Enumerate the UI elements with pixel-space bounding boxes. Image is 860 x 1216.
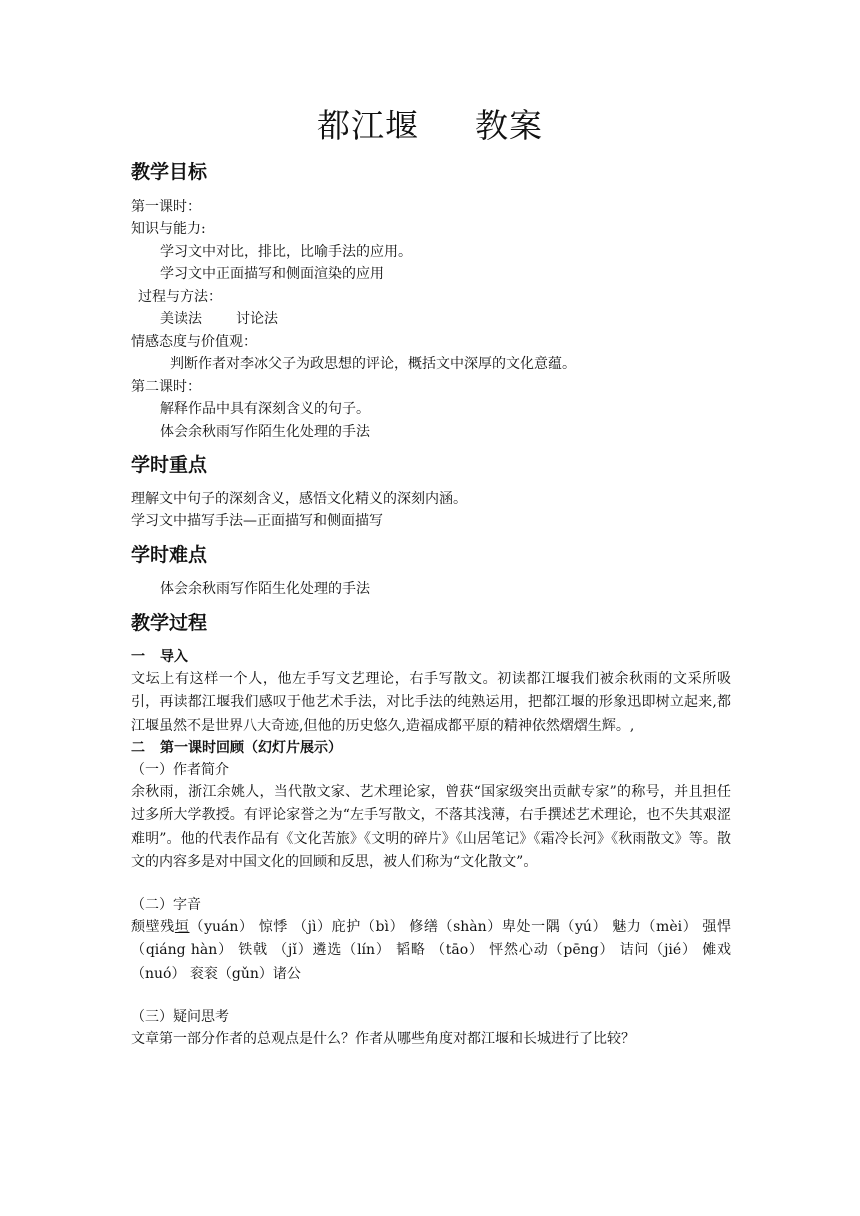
page-title: [0, 104, 860, 148]
knowledge-label: 知识与能力:: [131, 221, 206, 237]
title-part-2: 教案: [475, 106, 543, 145]
process-heading: 教学过程: [131, 612, 208, 634]
knowledge-item: 学习文中正面描写和侧面渲染的应用: [160, 266, 384, 282]
pronunciation-label: （二）字音: [131, 897, 201, 913]
author-intro-text: 余秋雨，浙江余姚人，当代散文家、艺术理论家，曾获“国家级突出贡献专家”的称号，并且担任过多所大学教授。有评论家誉之为“左手写散文，不落其浅薄，右手撰述艺术理论，也不失其艰涩难明”。他的代表作品有《文化苦旅》《文明的碎片》《山居笔记》《霜冷长河》《秋雨散文》等。散文的内容多是对中国文化的回顾和反思，被人们称为“文化散文”。: [131, 784, 731, 870]
section1-number: 一: [131, 649, 145, 665]
author-intro-label: （一）作者简介: [131, 762, 229, 778]
section2-title: 第一课时回顾（幻灯片展示）: [160, 740, 342, 756]
title-part-1: 都江堰: [317, 106, 419, 145]
process-method: 讨论法: [236, 311, 278, 327]
lesson2-label: 第二课时：: [131, 379, 201, 395]
pronunciation-text: [131, 916, 731, 986]
key-point-item: 理解文中句子的深刻含义，感悟文化精义的深刻内涵。: [131, 491, 467, 507]
difficulty-item: 体会余秋雨写作陌生化处理的手法: [160, 581, 370, 597]
lesson1-label: 第一课时：: [131, 199, 201, 215]
section1-text: 文坛上有这样一个人，他左手写文艺理论，右手写散文。初读都江堰我们被余秋雨的文采所吸引，再读都江堰我们感叹于他艺术手法，对比手法的纯熟运用，把都江堰的形象迅即树立起来,都江堰虽然不是世界八大奇迹,但他的历史悠久,造福成都平原的精神依然熠熠生辉。,: [131, 671, 731, 734]
objectives-heading: 教学目标: [131, 161, 208, 183]
pronunciation-first-word: 颓壁残: [131, 919, 175, 935]
questions-label: （三）疑问思考: [131, 1009, 229, 1025]
key-points-heading: 学时重点: [131, 454, 208, 476]
lesson2-item: 解释作品中具有深刻含义的句子。: [160, 401, 370, 417]
difficulties-heading: 学时难点: [131, 544, 208, 566]
questions-text: 文章第一部分作者的总观点是什么？作者从哪些角度对都江堰和长城进行了比较？: [131, 1031, 635, 1047]
knowledge-item: 学习文中对比，排比，比喻手法的应用。: [160, 244, 412, 260]
section1-title: 导入: [160, 649, 188, 665]
lesson2-item: 体会余秋雨写作陌生化处理的手法: [160, 424, 370, 440]
process-label: 过程与方法：: [138, 289, 222, 305]
process-method: 美读法: [160, 311, 202, 327]
section2-number: 二: [131, 740, 145, 756]
emotion-label: 情感态度与价值观：: [131, 334, 257, 350]
underlined-character: 垣: [174, 919, 190, 935]
emotion-item: 判断作者对李冰父子为政思想的评论，概括文中深厚的文化意蕴。: [170, 356, 576, 372]
pronunciation-list: （yuán） 惊悸 （jì）庇护（bì） 修缮（shàn）卑处一隅（yú） 魅力（mèi） 强悍 （qiáng hàn） 铁戟 （jǐ）遴选（lín） 韬略 （tāo） 怦然心动（pēng） 诘问（jié） 傩戏（nuó） 衮衮（gǔn）诸公: [131, 919, 732, 982]
key-point-item: 学习文中描写手法—正面描写和侧面描写: [131, 513, 383, 529]
